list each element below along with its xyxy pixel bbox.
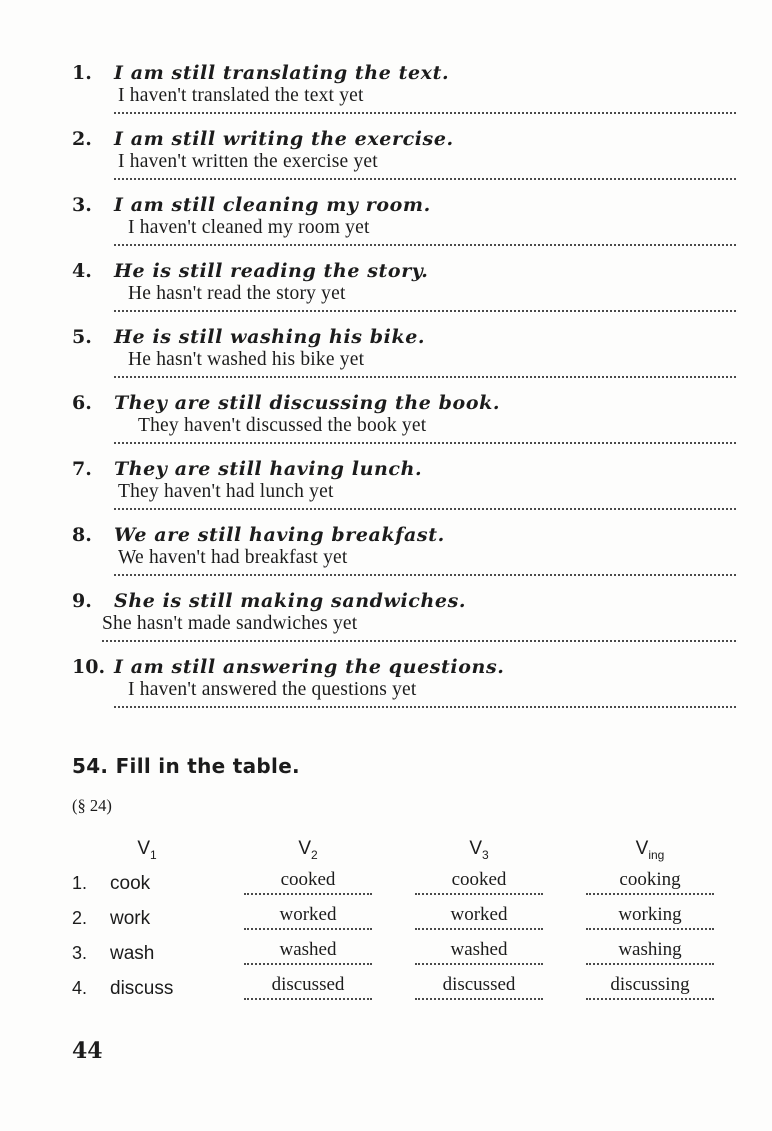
column-header-ving: $V_{ing}$ (635, 838, 665, 862)
item-answer: He hasn't washed his bike yet (128, 349, 365, 370)
item-prompt: I am still translating the text. (114, 62, 450, 84)
verb-v2-answer: washed (244, 940, 372, 965)
verb-v1: work (110, 907, 151, 929)
exercise-item-3 (72, 194, 736, 246)
column-header-v1: $V_1$ (137, 838, 157, 862)
section-reference: (§ 24) (72, 796, 112, 815)
row-number: 1. (72, 872, 88, 893)
item-prompt: He is still reading the story. (114, 260, 429, 282)
verb-v1: wash (110, 942, 155, 964)
item-prompt: We are still having breakfast. (114, 524, 445, 546)
exercise-item-1 (72, 62, 736, 114)
row-number: 4. (72, 977, 88, 998)
verb-v2-answer: cooked (244, 870, 372, 895)
verb-ving-answer: cooking (586, 870, 714, 895)
dotted-answer-line (114, 481, 736, 510)
dotted-answer-line (114, 679, 736, 708)
page-number: 44 (72, 1037, 103, 1064)
item-prompt: They are still discussing the book. (114, 392, 501, 414)
dotted-answer-line (102, 613, 736, 642)
table-row (72, 864, 736, 899)
verb-v2-answer: worked (244, 905, 372, 930)
exercise-item-7 (72, 458, 736, 510)
verb-v3-answer: discussed (415, 975, 543, 1000)
exercise-item-2 (72, 128, 736, 180)
item-answer: We haven't had breakfast yet (118, 547, 348, 568)
verb-v2-answer: discussed (244, 975, 372, 1000)
item-number: 1. (72, 62, 92, 84)
item-number: 7. (72, 458, 92, 480)
dotted-answer-line (114, 283, 736, 312)
item-number: 10. (72, 656, 106, 678)
dotted-answer-line (114, 415, 736, 444)
item-prompt: She is still making sandwiches. (114, 590, 467, 612)
item-answer: I haven't answered the questions yet (128, 679, 417, 700)
item-number: 6. (72, 392, 92, 414)
verb-v3-answer: cooked (415, 870, 543, 895)
row-number: 3. (72, 942, 88, 963)
verb-v1: discuss (110, 977, 174, 999)
item-number: 5. (72, 326, 92, 348)
item-prompt: He is still washing his bike. (114, 326, 426, 348)
item-number: 2. (72, 128, 92, 150)
item-prompt: I am still cleaning my room. (114, 194, 431, 216)
item-answer: I haven't cleaned my room yet (128, 217, 370, 238)
verb-ving-answer: working (586, 905, 714, 930)
item-number: 9. (72, 590, 92, 612)
column-header-v2: $V_2$ (298, 838, 318, 862)
item-answer: I haven't translated the text yet (118, 85, 364, 106)
dotted-answer-line (114, 349, 736, 378)
exercise-item-8 (72, 524, 736, 576)
item-number: 3. (72, 194, 92, 216)
section-heading: 54. Fill in the table. (72, 754, 300, 778)
table-row (72, 899, 736, 934)
item-prompt: I am still writing the exercise. (114, 128, 454, 150)
dotted-answer-line (114, 151, 736, 180)
item-answer: He hasn't read the story yet (128, 283, 346, 304)
item-answer: I haven't written the exercise yet (118, 151, 378, 172)
dotted-answer-line (114, 547, 736, 576)
item-answer: She hasn't made sandwiches yet (102, 613, 358, 634)
verb-ving-answer: washing (586, 940, 714, 965)
verb-v3-answer: washed (415, 940, 543, 965)
table-header-row (72, 838, 736, 862)
exercise-item-9 (72, 590, 736, 642)
verb-ving-answer: discussing (586, 975, 714, 1000)
item-number: 8. (72, 524, 92, 546)
item-prompt: They are still having lunch. (114, 458, 423, 480)
verb-forms-table (72, 838, 736, 1004)
exercise-item-4 (72, 260, 736, 312)
verb-v1: cook (110, 872, 151, 894)
table-row (72, 969, 736, 1004)
verb-v3-answer: worked (415, 905, 543, 930)
row-number: 2. (72, 907, 88, 928)
exercise-item-6 (72, 392, 736, 444)
dotted-answer-line (114, 217, 736, 246)
item-number: 4. (72, 260, 92, 282)
item-answer: They haven't discussed the book yet (138, 415, 427, 436)
table-row (72, 934, 736, 969)
item-answer: They haven't had lunch yet (118, 481, 334, 502)
item-prompt: I am still answering the questions. (114, 656, 505, 678)
exercise-item-5 (72, 326, 736, 378)
exercise-item-10 (72, 656, 736, 708)
dotted-answer-line (114, 85, 736, 114)
column-header-v3: $V_3$ (469, 838, 489, 862)
